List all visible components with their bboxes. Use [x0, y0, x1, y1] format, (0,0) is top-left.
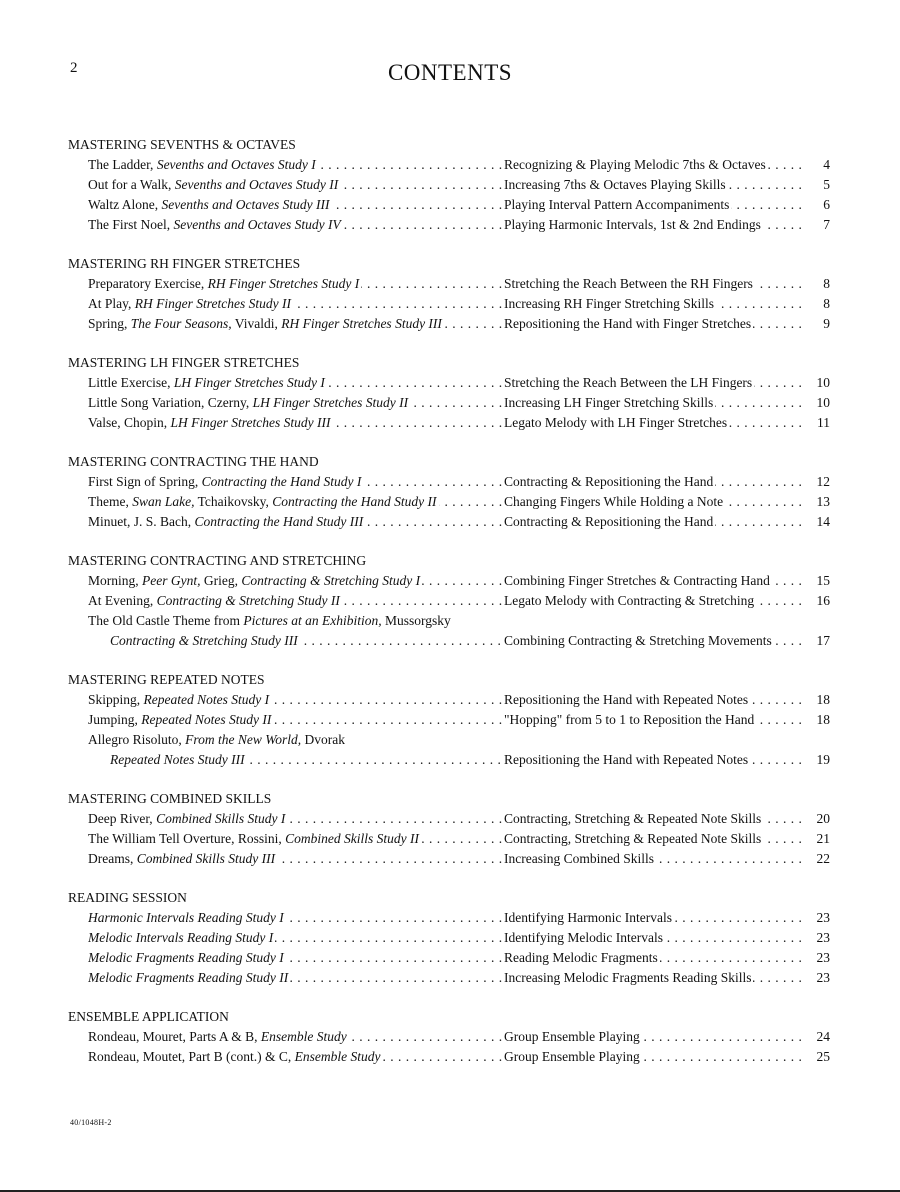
piece-name: Jumping, [88, 712, 142, 727]
toc-entry[interactable] [68, 472, 830, 492]
entry-title [88, 571, 503, 591]
toc-entry[interactable] [68, 690, 830, 710]
piece-name: Out for a Walk, [88, 177, 175, 192]
toc-entry[interactable] [68, 175, 830, 195]
toc-entry[interactable] [68, 908, 830, 928]
piece-name: Deep River, [88, 811, 157, 826]
entry-description: Contracting & Repositioning the Hand . . . [504, 512, 804, 532]
entry-page-number: 18 [804, 690, 830, 710]
entry-page-number: 23 [804, 908, 830, 928]
page-title: CONTENTS [387, 60, 513, 85]
study-title: The Four Seasons, [130, 316, 232, 331]
entry-title [88, 195, 503, 215]
footer-code: 40/1048H-2 [70, 1118, 112, 1127]
entry-page-number: 8 [804, 294, 830, 314]
section-title: READING SESSION [68, 890, 187, 905]
entry-title [88, 849, 503, 869]
toc-entry[interactable] [68, 393, 830, 413]
entry-page-number: 7 [804, 215, 830, 235]
entry-title [88, 908, 503, 928]
entry-description: Combining Finger Stretches & Contracting Hand . . . [504, 571, 804, 591]
study-title: Sevenths and Octaves Study IV [173, 217, 341, 232]
toc-section [68, 135, 830, 235]
page-number: 2 [70, 60, 78, 76]
study-title: Peer Gynt, [142, 573, 201, 588]
entry-page-number: 5 [804, 175, 830, 195]
section-title: MASTERING SEVENTHS & OCTAVES [68, 137, 296, 152]
entry-description: Reading Melodic Fragments . . . [504, 948, 804, 968]
entry-description: Recognizing & Playing Melodic 7ths & Octaves . . . [504, 155, 804, 175]
entry-page-number: 16 [804, 591, 830, 611]
entry-title [88, 413, 503, 433]
entry-title [88, 710, 503, 730]
entry-page-number: 19 [804, 750, 830, 770]
toc-section [68, 1007, 830, 1067]
piece-name: Little Exercise, [88, 375, 174, 390]
entry-title [88, 591, 503, 611]
entry-page-number: 20 [804, 809, 830, 829]
piece-name: Dvorak [301, 732, 346, 747]
toc-section [68, 888, 830, 988]
study-title: Melodic Fragments Reading Study I [88, 950, 284, 965]
piece-name: Dreams, [88, 851, 137, 866]
toc-entry[interactable] [68, 155, 830, 175]
entry-page-number: 6 [804, 195, 830, 215]
piece-name: First Sign of Spring, [88, 474, 202, 489]
entry-page-number: 25 [804, 1047, 830, 1067]
entry-description: Repositioning the Hand with Repeated Notes . . . [504, 690, 804, 710]
study-title: Ensemble Study [294, 1049, 381, 1064]
study-title: Contracting the Hand Study II [272, 494, 437, 509]
entry-description: Increasing LH Finger Stretching Skills . . . [504, 393, 804, 413]
piece-name: The William Tell Overture, Rossini, [88, 831, 286, 846]
section-title: MASTERING REPEATED NOTES [68, 672, 265, 687]
entry-title [88, 809, 503, 829]
entry-title [110, 631, 503, 651]
study-title: Sevenths and Octaves Study I [156, 157, 316, 172]
entry-page-number: 15 [804, 571, 830, 591]
entry-page-number: 14 [804, 512, 830, 532]
piece-name: Skipping, [88, 692, 144, 707]
toc-entry[interactable] [68, 710, 830, 730]
toc-section [68, 670, 830, 770]
entry-description: Identifying Melodic Intervals . . . [504, 928, 804, 948]
piece-name: The Ladder, [88, 157, 157, 172]
study-title: LH Finger Stretches Study III [170, 415, 331, 430]
entry-page-number: 9 [804, 314, 830, 334]
study-title: Contracting the Hand Study I [201, 474, 362, 489]
toc-entry[interactable] [68, 413, 830, 433]
toc-entry[interactable] [68, 314, 830, 334]
study-title: LH Finger Stretches Study II [252, 395, 409, 410]
piece-name: Rondeau, Mouret, Parts A & B, [88, 1029, 261, 1044]
entry-page-number: 10 [804, 393, 830, 413]
entry-title [88, 512, 503, 532]
piece-name: At Play, [88, 296, 135, 311]
study-title: Pictures at an Exhibition, [243, 613, 382, 628]
entry-title [88, 472, 503, 492]
entry-title [88, 215, 503, 235]
toc-entry[interactable] [68, 1027, 830, 1047]
entry-page-number: 18 [804, 710, 830, 730]
entry-title [88, 175, 503, 195]
toc-section [68, 353, 830, 433]
toc-entry[interactable] [68, 829, 830, 849]
piece-name: Theme, [88, 494, 133, 509]
piece-name: Mussorgsky [381, 613, 451, 628]
piece-name: At Evening, [88, 593, 157, 608]
piece-name: Minuet, J. S. Bach, [88, 514, 195, 529]
section-title: MASTERING LH FINGER STRETCHES [68, 355, 300, 370]
entry-description: Contracting & Repositioning the Hand . . . [504, 472, 804, 492]
entry-title [88, 393, 503, 413]
entry-description: "Hopping" from 5 to 1 to Reposition the Hand . . . [504, 710, 804, 730]
entry-title [88, 373, 503, 393]
table-of-contents [68, 135, 830, 1086]
entry-title [88, 968, 503, 988]
toc-entry[interactable] [68, 1047, 830, 1067]
toc-entry[interactable] [68, 631, 830, 651]
study-title: Combined Skills Study III [136, 851, 276, 866]
study-title: RH Finger Stretches Study I [207, 276, 360, 291]
toc-entry[interactable] [68, 928, 830, 948]
entry-page-number: 24 [804, 1027, 830, 1047]
piece-name: Valse, Chopin, [88, 415, 171, 430]
piece-name: The Old Castle Theme from [88, 613, 244, 628]
study-title: Combined Skills Study I [156, 811, 286, 826]
study-title: Melodic Fragments Reading Study II [88, 970, 289, 985]
piece-name: Grieg, [200, 573, 242, 588]
piece-name: The First Noel, [88, 217, 174, 232]
toc-entry[interactable] [68, 948, 830, 968]
entry-description: Repositioning the Hand with Finger Stretches . . . [504, 314, 804, 334]
toc-entry[interactable] [68, 591, 830, 611]
piece-name: Morning, [88, 573, 142, 588]
toc-section [68, 452, 830, 532]
entry-title [88, 155, 503, 175]
study-title: Melodic Intervals Reading Study I [88, 930, 274, 945]
entry-page-number: 21 [804, 829, 830, 849]
entry-page-number: 10 [804, 373, 830, 393]
piece-name: Vivaldi, [231, 316, 282, 331]
entry-page-number: 12 [804, 472, 830, 492]
entry-page-number: 4 [804, 155, 830, 175]
section-title: MASTERING CONTRACTING THE HAND [68, 454, 319, 469]
study-title: Repeated Notes Study III [110, 752, 245, 767]
section-title: MASTERING RH FINGER STRETCHES [68, 256, 301, 271]
piece-name: Rondeau, Moutet, Part B (cont.) & C, [88, 1049, 295, 1064]
entry-page-number: 13 [804, 492, 830, 512]
entry-description: Playing Harmonic Intervals, 1st & 2nd Endings . . . [504, 215, 804, 235]
entry-title [88, 1047, 503, 1067]
entry-description: Changing Fingers While Holding a Note . . . [504, 492, 804, 512]
entry-description: Increasing 7ths & Octaves Playing Skills . . . [504, 175, 804, 195]
piece-name: Spring, [88, 316, 131, 331]
entry-title [88, 928, 503, 948]
entry-page-number: 22 [804, 849, 830, 869]
study-title: Contracting & Stretching Study II [156, 593, 340, 608]
toc-entry[interactable] [68, 195, 830, 215]
study-title: Ensemble Study [260, 1029, 347, 1044]
piece-name: Little Song Variation, Czerny, [88, 395, 253, 410]
study-title: RH Finger Stretches Study II [134, 296, 291, 311]
toc-section [68, 789, 830, 869]
toc-section [68, 551, 830, 651]
entry-title [88, 1027, 503, 1047]
toc-entry[interactable] [68, 849, 830, 869]
study-title: Swan Lake, [132, 494, 195, 509]
entry-description: Combining Contracting & Stretching Movements . . . [504, 631, 804, 651]
entry-title [110, 750, 503, 770]
entry-title [88, 690, 503, 710]
entry-description: Repositioning the Hand with Repeated Notes . . . [504, 750, 804, 770]
entry-description: Playing Interval Pattern Accompaniments . . . [504, 195, 804, 215]
entry-description: Stretching the Reach Between the LH Fingers . . . [504, 373, 804, 393]
entry-title [88, 829, 503, 849]
section-title: MASTERING CONTRACTING AND STRETCHING [68, 553, 367, 568]
entry-description: Legato Melody with Contracting & Stretching . . . [504, 591, 804, 611]
study-title: Harmonic Intervals Reading Study I [88, 910, 284, 925]
study-title: Repeated Notes Study I [143, 692, 270, 707]
entry-description: Group Ensemble Playing . . . [504, 1047, 804, 1067]
entry-description: Stretching the Reach Between the RH Fingers . . . [504, 274, 804, 294]
entry-description: Increasing RH Finger Stretching Skills . . . [504, 294, 804, 314]
entry-page-number: 17 [804, 631, 830, 651]
entry-description: Identifying Harmonic Intervals . . . [504, 908, 804, 928]
piece-name: Tchaikovsky, [194, 494, 273, 509]
entry-title [88, 274, 503, 294]
entry-description: Legato Melody with LH Finger Stretches . . . [504, 413, 804, 433]
toc-entry[interactable] [68, 750, 830, 770]
study-title: Sevenths and Octaves Study II [174, 177, 339, 192]
toc-entry[interactable] [68, 373, 830, 393]
entry-description: Increasing Melodic Fragments Reading Skills . . . [504, 968, 804, 988]
toc-entry[interactable] [68, 611, 830, 631]
entry-page-number: 23 [804, 968, 830, 988]
entry-title [88, 611, 503, 631]
toc-entry[interactable] [68, 809, 830, 829]
toc-entry[interactable] [68, 492, 830, 512]
piece-name: Preparatory Exercise, [88, 276, 208, 291]
section-title: ENSEMBLE APPLICATION [68, 1009, 229, 1024]
entry-page-number: 8 [804, 274, 830, 294]
toc-entry[interactable] [68, 571, 830, 591]
toc-entry[interactable] [68, 215, 830, 235]
study-title: Sevenths and Octaves Study III [161, 197, 330, 212]
entry-title [88, 314, 503, 334]
study-title: Combined Skills Study II [285, 831, 419, 846]
study-title: Repeated Notes Study II [141, 712, 272, 727]
entry-title [88, 294, 503, 314]
toc-section [68, 254, 830, 334]
toc-entry[interactable] [68, 274, 830, 294]
study-title: Contracting & Stretching Study III [110, 633, 298, 648]
study-title: Contracting the Hand Study III [194, 514, 364, 529]
study-title: Contracting & Stretching Study I [241, 573, 421, 588]
piece-name: Waltz Alone, [88, 197, 162, 212]
piece-name: Allegro Risoluto, [88, 732, 186, 747]
section-title: MASTERING COMBINED SKILLS [68, 791, 272, 806]
study-title: From the New World, [185, 732, 302, 747]
entry-title [88, 492, 503, 512]
entry-description: Contracting, Stretching & Repeated Note Skills . . . [504, 829, 804, 849]
toc-entry[interactable] [68, 968, 830, 988]
entry-description: Group Ensemble Playing . . . [504, 1027, 804, 1047]
toc-entry[interactable] [68, 730, 830, 750]
entry-page-number: 23 [804, 948, 830, 968]
entry-page-number: 23 [804, 928, 830, 948]
entry-title [88, 948, 503, 968]
toc-entry[interactable] [68, 294, 830, 314]
study-title: LH Finger Stretches Study I [173, 375, 325, 390]
entry-title [88, 730, 503, 750]
study-title: RH Finger Stretches Study III [281, 316, 442, 331]
entry-description: Increasing Combined Skills . . . [504, 849, 804, 869]
entry-page-number: 11 [804, 413, 830, 433]
toc-entry[interactable] [68, 512, 830, 532]
entry-description: Contracting, Stretching & Repeated Note Skills . . . [504, 809, 804, 829]
